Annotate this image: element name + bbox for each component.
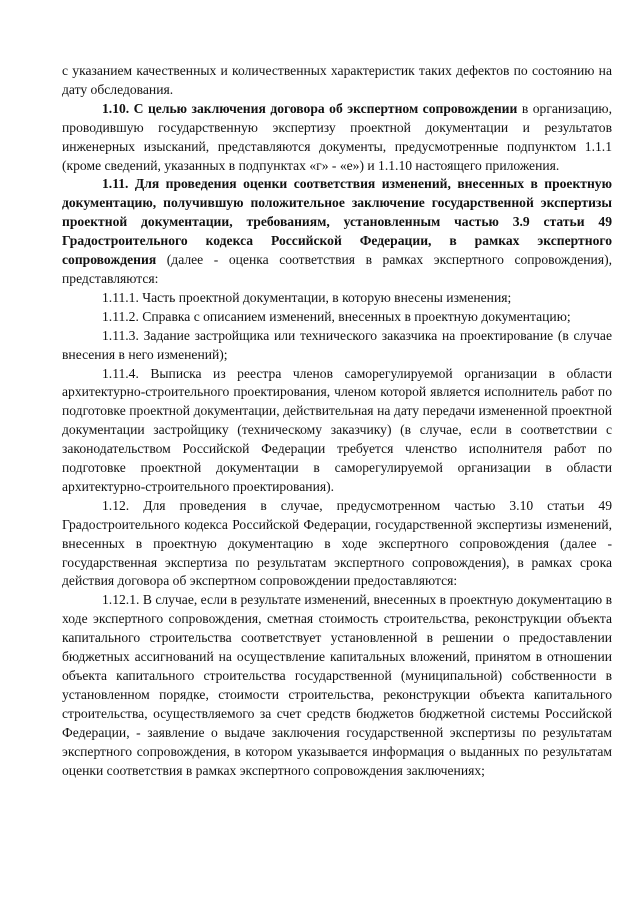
paragraph-text: 1.11.2. Справка с описанием изменений, внесенных в проектную документацию; — [102, 308, 571, 324]
paragraph-text: 1.11.3. Задание застройщика или технического заказчика на проектирование (в случае внесения в него изменений); — [62, 327, 612, 362]
paragraph-bold-lead: 1.10. С целью заключения договора об экспертном сопровождении — [102, 100, 518, 116]
paragraph-1-11-3 — [62, 327, 612, 365]
paragraph-text: с указанием качественных и количественных характеристик таких дефектов по состоянию на дату обследования. — [62, 63, 612, 97]
paragraph-bold-lead: 1.11. Для проведения оценки соответствия изменений, внесенных в проектную документацию, получившую положительное заключение государственной экспертизы проектной документации, требованиям, установленным частью 3.9 статьи 49 Градостроительного кодекса Российской Федерации, в рамках экспертного сопровождения — [62, 176, 612, 268]
paragraph-text: (далее - оценка соответствия в рамках экспертного сопровождения), представляются: — [62, 252, 612, 286]
paragraph-text: 1.11.4. Выписка из реестра членов саморегулируемой организации в области архитектурно-строительного проектирования, членом которой является исполнитель работ по подготовке проектной документации, действительная на дату передачи измененной проектной документации застройщику (техническому заказчику) (в случае, если в соответствии с законодательством Российской Федерации требуется членство исполнителя работ по подготовке проектной документации в саморегулируемой организации в области архитектурно-строительного проектирования). — [62, 365, 612, 494]
paragraph-1-10 — [62, 100, 612, 176]
paragraph-1-12-1 — [62, 591, 612, 780]
paragraph-text: в организацию, проводившую государственную экспертизу проектной документации и результатов инженерных изысканий, представляются документы, предусмотренные подпунктом 1.1.1 (кроме сведений, указанных в подпунктах «г» - «е») и 1.1.10 настоящего приложения. — [62, 100, 612, 173]
paragraph-1-12 — [62, 497, 612, 592]
paragraph-text: 1.11.1. Часть проектной документации, в которую внесены изменения; — [102, 289, 512, 305]
paragraph-1-11-4 — [62, 365, 612, 497]
paragraph-text: 1.12.1. В случае, если в результате изменений, внесенных в проектную документацию в ходе экспертного сопровождения, сметная стоимость строительства, реконструкции объекта капитального строительства соответствует установленной в решении о предоставлении бюджетных ассигнований на осуществление капитальных вложений, принятом в отношении объекта капитального строительства государственной (муниципальной) собственности в установленном порядке, стоимости строительства, реконструкции объекта капитального строительства, осуществляемого за счет средств бюджетов бюджетной системы Российской Федерации, - заявление о выдаче заключения государственной экспертизы по результатам экспертного сопровождения, в котором указывается информация о выданных по результатам оценки соответствия в рамках экспертного сопровождения заключениях; — [62, 592, 612, 778]
paragraph-1-11-1 — [62, 289, 612, 308]
paragraph-continuation — [62, 62, 612, 100]
paragraph-text: 1.12. Для проведения в случае, предусмотренном частью 3.10 статьи 49 Градостроительного кодекса Российской Федерации, государственной экспертизы изменений, внесенных в проектную документацию в ходе экспертного сопровождения (далее - государственная экспертиза по результатам экспертного сопровождения), в рамках срока действия договора об экспертном сопровождении предоставляются: — [62, 497, 612, 589]
paragraph-1-11-2 — [62, 308, 612, 327]
paragraph-1-11 — [62, 175, 612, 288]
